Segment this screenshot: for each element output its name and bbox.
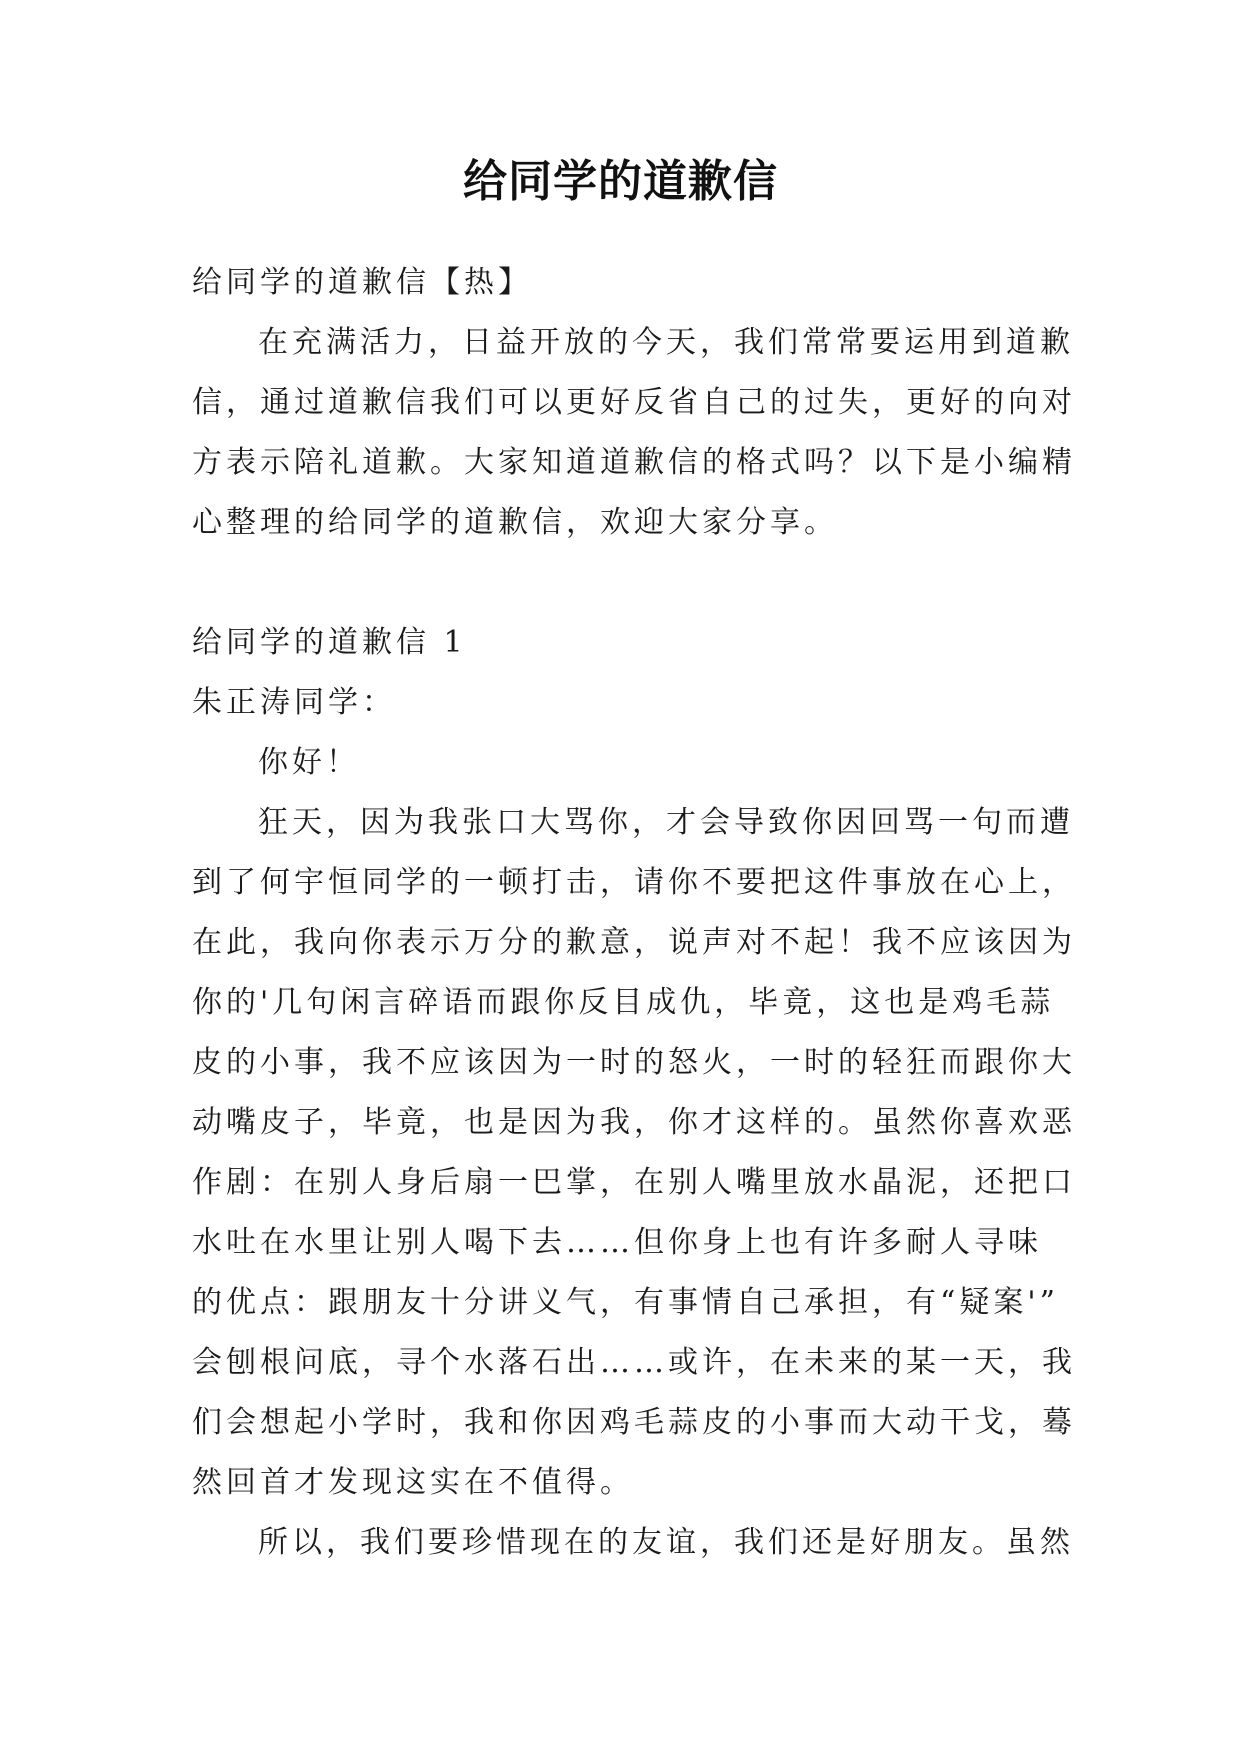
intro-line: 心整理的给同学的道歉信，欢迎大家分享。 [192, 505, 838, 540]
body-line: 作剧：在别人身后扇一巴掌，在别人嘴里放水晶泥，还把口 [192, 1165, 1076, 1200]
body-line: 你的'几句闲言碎语而跟你反目成仇，毕竟，这也是鸡毛蒜 [192, 985, 1055, 1020]
document-title: 给同学的道歉信 [463, 156, 778, 207]
greeting: 你好！ [258, 745, 360, 780]
intro-line: 在充满活力，日益开放的今天，我们常常要运用到道歉 [258, 325, 1074, 360]
document-heading: 给同学的道歉信【热】 [192, 265, 532, 300]
body-line: 动嘴皮子，毕竟，也是因为我，你才这样的。虽然你喜欢恶 [192, 1105, 1076, 1140]
body-line: 到了何宇恒同学的一顿打击，请你不要把这件事放在心上， [192, 865, 1076, 900]
body-line: 的优点：跟朋友十分讲义气，有事情自己承担，有“疑案'” [192, 1285, 1059, 1320]
intro-line: 方表示陪礼道歉。大家知道道歉信的格式吗？以下是小编精 [192, 445, 1076, 480]
body-line: 在此，我向你表示万分的歉意，说声对不起！我不应该因为 [192, 925, 1076, 960]
salutation: 朱正涛同学： [192, 685, 396, 720]
body-line: 皮的小事，我不应该因为一时的怒火，一时的轻狂而跟你大 [192, 1045, 1076, 1080]
section-title: 给同学的道歉信 1 [192, 625, 467, 660]
paragraph-gap [192, 553, 1054, 613]
body-line: 水吐在水里让别人喝下去……但你身上也有许多耐人寻味 [192, 1225, 1042, 1260]
body-line: 然回首才发现这实在不值得。 [192, 1465, 634, 1500]
body-line: 会刨根问底，寻个水落石出……或许，在未来的某一天，我 [192, 1345, 1076, 1380]
body-line: 狂天，因为我张口大骂你，才会导致你因回骂一句而遭 [258, 805, 1074, 840]
body-line: 们会想起小学时，我和你因鸡毛蒜皮的小事而大动干戈，蓦 [192, 1405, 1076, 1440]
intro-line: 信，通过道歉信我们可以更好反省自己的过失，更好的向对 [192, 385, 1076, 420]
closing-line: 所以，我们要珍惜现在的友谊，我们还是好朋友。虽然 [258, 1525, 1074, 1560]
document-body [192, 253, 1076, 1573]
